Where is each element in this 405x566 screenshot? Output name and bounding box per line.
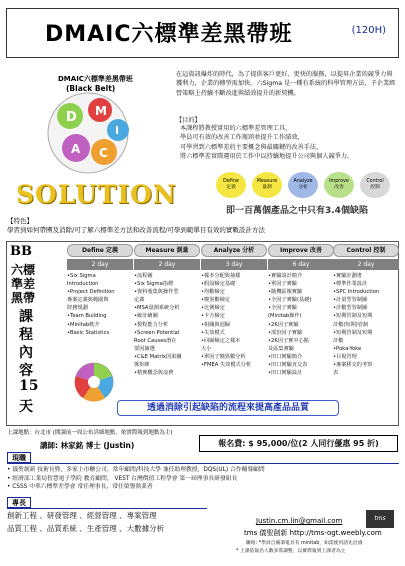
column-items: •流程圖 •Six Sigma指標 •資料蒐集與操作型 定義 •MSA量測系統分析 •統計繪圖 •製程能力分析 •Screen Potential Root Causes潛在 要因篩選 •C&E Matrix因果關 係矩陣 •精實概念與浪費	[134, 273, 182, 377]
goal-item: 可學習到六標準差的主要概念與最關鍵的改善手法，	[180, 143, 323, 151]
features-label: 【特色】	[7, 217, 33, 225]
course-location: 上課地點：台北市 (開課前一周公布詳細地點，依實際報到地點為主)	[7, 430, 173, 436]
column-head: Control 控制	[333, 244, 399, 257]
intro-paragraph: 在這資訊爆炸的時代，為了提供客戶更好、更快的服務，以提昇企業的競爭力與獲利力，企業的轉型需加快。六Sigma 是一種有系統的科學管理方法，予企業經營策略上持續不斷改進與績效提升的新契機。	[176, 71, 396, 97]
column-days: 3 day	[201, 259, 267, 270]
side-text: 天	[19, 399, 33, 415]
column-improve	[268, 244, 334, 377]
lecturer-name: 講師: 林家銘 博士 (Justin)	[40, 441, 135, 450]
dmaic-cycle-icon	[69, 360, 119, 404]
column-items: •Six Sigma Introduction •Project Definition 專案定義與範圍與 財務規劃 •Team Building •Minitab軟介 •Basic Statistics	[67, 273, 115, 336]
side-text: 課	[19, 309, 33, 325]
course-hours: (120H)	[351, 25, 386, 36]
column-items: •實驗設計簡介 •單因子實驗 •隨機區塊實驗 •全因子實驗(基礎) •全因子實驗 (Minitab操作) •2K因子實驗 •部份因子實驗 •2K因子實中心點 及區集實驗 •田口實驗簡介 •田口實驗直交表 •田口實驗設計	[268, 273, 312, 377]
column-control	[333, 244, 399, 377]
current-position-label: 現職	[7, 452, 31, 463]
course-table	[6, 241, 399, 426]
goal-label: 【目的】	[176, 117, 201, 124]
side-text: 黑帶	[11, 291, 36, 305]
defect-slogan: 即一百萬個產品之中只有3.4個缺陷	[226, 206, 368, 216]
quality-slogan: 透過消除引起缺陷的流程來提高產品品質	[117, 400, 339, 416]
column-days: 2 day	[67, 259, 133, 270]
tms-logo: tms	[366, 510, 394, 528]
section-divider	[7, 463, 399, 464]
column-items: •樣本分配與抽樣 •假設檢定基礎 •均數檢定 •變異數檢定 •比例檢定 •卡方檢定 •相關與迴歸 •失效模式 •回歸檢定之樣本 大小 •單因子變異數分析 •FMEA 失效模式分析	[201, 273, 252, 369]
logo-caption-en: (Black Belt)	[66, 84, 116, 93]
registration-fee: 報名費: $ 95,000/位(2 人同行優惠 95 折)	[199, 435, 398, 452]
phase-measure: Measure 量測	[252, 172, 282, 198]
column-head: Analyze 分析	[201, 244, 267, 257]
solution-wordmark: SOLUTION	[16, 180, 177, 209]
contact-blog-link[interactable]: tms 儀聖創新 http://tms-ogt.weebly.com	[244, 529, 382, 537]
phase-define: Define 定義	[216, 172, 246, 198]
logo-caption: DMAIC六標準差黑帶班	[58, 75, 133, 83]
column-days: 2 day	[134, 259, 200, 270]
phase-control: Control 控制	[360, 172, 390, 198]
column-analyze	[201, 244, 267, 369]
section-divider	[7, 508, 207, 509]
page-title: DMAIC六標準差黑帶班	[45, 22, 293, 47]
phase-row	[216, 172, 398, 202]
i-letter: I	[115, 124, 120, 137]
goal-item: 將六標準差實際運用於工作中以持續地提升公司與個人競爭力。	[180, 153, 354, 161]
column-define	[67, 244, 133, 337]
features-text: 學習到如何帶團及消除/可了解六標準差方法和改善流程/可學到範單目有效的實戰設計方法	[7, 226, 265, 234]
side-text: 15	[19, 378, 39, 394]
phase-analyze: Analyze 分析	[288, 172, 318, 198]
title-box	[6, 8, 399, 58]
column-items: •實驗計劃書 •標準作業設計 •SPC Introduction •計量型管制圖 •計數型管制圖 •短期管制及短期 計數(短期)管制 •短期管制及短期 計數 •Poka-Yoke •目視管理 •專案移交的考察 表	[333, 273, 380, 377]
expertise-label: 專長	[7, 497, 31, 508]
side-text: 內	[19, 345, 33, 361]
contact-email-link[interactable]: Justin.cm.lin@gmail.com	[256, 517, 343, 525]
goal-item: 學員可有效的改善工作瓶頸並提升工作績效，	[180, 134, 304, 142]
phase-improve: Improve 改善	[324, 172, 354, 198]
goal-list	[180, 124, 398, 162]
d-letter: D	[66, 110, 77, 125]
footnote: 聯絡: *學員自備筆電具有 minitab，如需使用請先洽詢	[246, 541, 363, 546]
side-text: 六標	[11, 263, 36, 277]
dmaic-circle-diagram	[18, 88, 158, 178]
a-letter: A	[71, 142, 81, 156]
side-text: 容	[19, 363, 33, 379]
column-head: Define 定義	[67, 244, 133, 257]
course-code: BB	[10, 244, 32, 259]
column-measure	[134, 244, 200, 377]
current-position-list: • 儀聖創新 技術長暨，多家上市櫃公司，常年顧問/科技大學 兼任助理教授，DQS(UL) 合作輔導顧問 • 經濟部工業局智慧電子學院 教育顧問， VEST 台灣價值工程學會 第一屆理事長研發組長 • CSSS 中華六標準差學會 常任理事長、常任榮譽執業者	[7, 467, 265, 491]
column-head: Measure 測量	[134, 244, 200, 257]
footnote: * 上課依報名人數多寡調整，以實際報到上課者為主	[236, 549, 346, 554]
column-days: 2 day	[333, 259, 399, 270]
c-letter: C	[99, 146, 108, 160]
side-text: 準差	[11, 277, 36, 291]
column-head: Improve 改善	[268, 244, 334, 257]
course-side-label	[7, 242, 65, 425]
goal-item: 本課程將教授實用的六標準差管理工具，	[180, 125, 292, 132]
m-letter: M	[95, 104, 107, 118]
expertise-list: 創新工程 、研發管理 、經營管理 、專案管理 品質工程 、品質系統 、生產管理 、大數據分析	[7, 511, 165, 533]
side-text: 程	[19, 327, 33, 343]
column-days: 6 day	[268, 259, 334, 270]
